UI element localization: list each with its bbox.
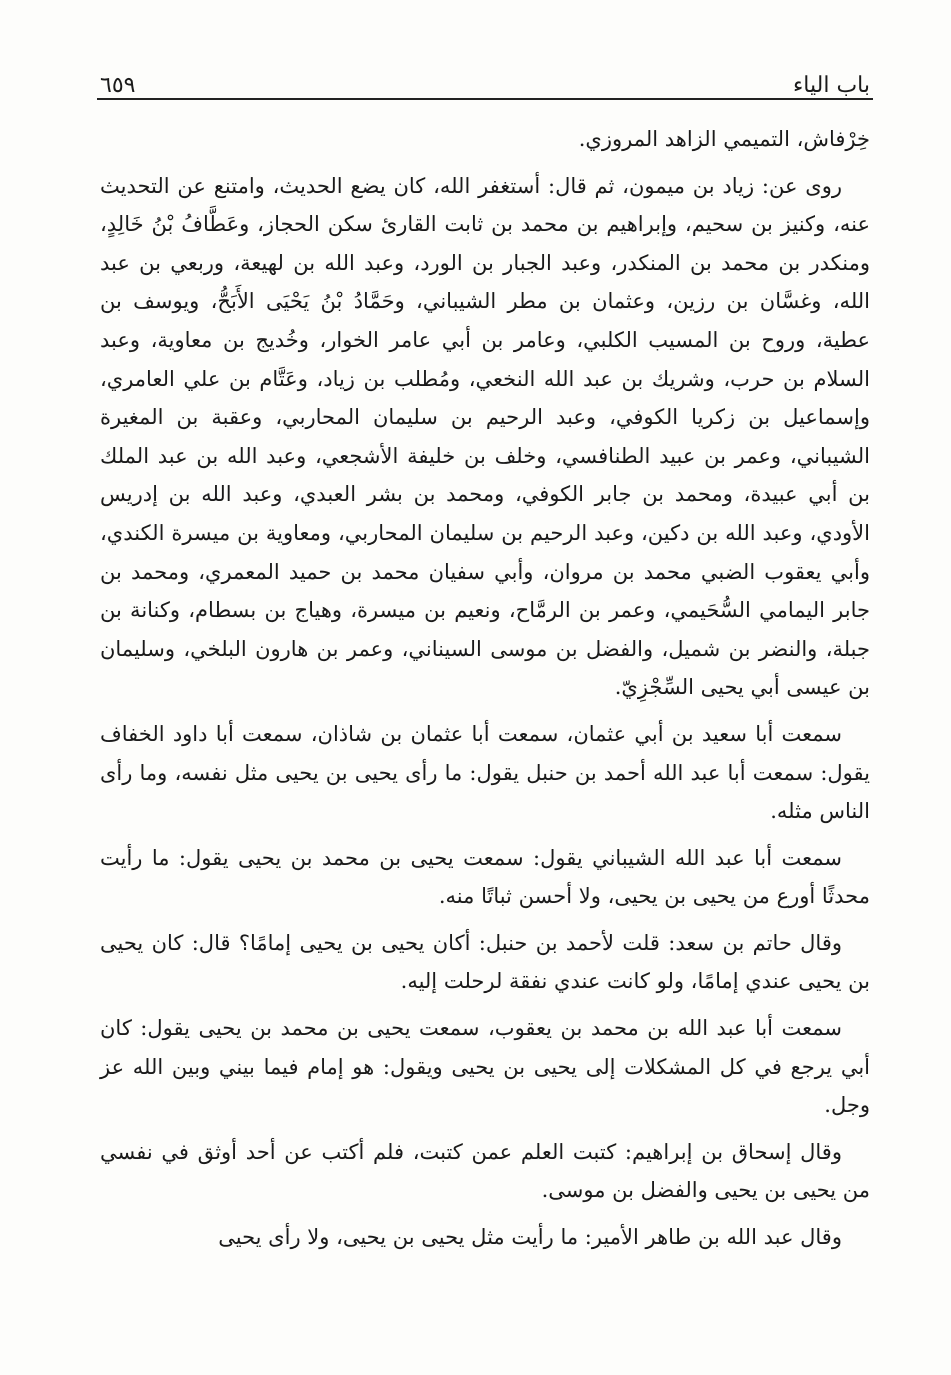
paragraph: وقال إسحاق بن إبراهيم: كتبت العلم عمن كتبت، فلم أكتب عن أحد أوثق في نفسي من يحيى بن يحيى والفضل بن موسى.	[100, 1139, 870, 1203]
paragraph: خِرْفاش، التميمي الزاهد المروزي.	[578, 127, 870, 151]
chapter-title: باب الياء	[792, 73, 870, 98]
paragraph: سمعت أبا سعيد بن أبي عثمان، سمعت أبا عثمان بن شاذان، سمعت أبا داود الخفاف يقول: سمعت أبا عبد الله أحمد بن حنبل يقول: ما رأى يحيى بن يحيى مثل نفسه، وما رأى الناس مثله.	[100, 721, 870, 824]
page-body	[100, 120, 870, 1265]
page-header	[100, 58, 870, 98]
paragraph: روى عن: زياد بن ميمون، ثم قال: أستغفر الله، كان يضع الحديث، وامتنع عن التحديث عنه، وكنيز بن سحيم، وإبراهيم بن محمد بن ثابت القارئ سكن الحجاز، وعَطَّافُ بْنُ خَالِدٍ، ومنكدر بن محمد بن المنكدر، وعبد الجبار بن الورد، وعبد الله بن لهيعة، وربعي بن عبد الله، وغسَّان بن رزين، وعثمان بن مطر الشيباني، وحَمَّادُ بْنُ يَحْيَى الأَبَحُّ، ويوسف بن عطية، وروح بن المسيب الكلبي، وعامر بن أبي عامر الخوار، وخُديج بن معاوية، وعبد السلام بن حرب، وشريك بن عبد الله النخعي، ومُطلب بن زياد، وعَتَّام بن علي العامري، وإسماعيل بن زكريا الكوفي، وعبد الرحيم بن سليمان المحاربي، وعقبة بن المغيرة الشيباني، وعمر بن عبيد الطنافسي، وخلف بن خليفة الأشجعي، وعبد الله بن عبد الملك بن أبي عبيدة، ومحمد بن جابر الكوفي، ومحمد بن بشر العبدي، وعبد الله بن إدريس الأودي، وعبد الله بن دكين، وعبد الرحيم بن سليمان المحاربي، ومعاوية بن ميسرة الكندي، وأبي يعقوب الضبي محمد بن مروان، وأبي سفيان محمد بن حميد المعمري، ومحمد بن جابر اليمامي السُّحَيمي، وعمر بن الرمَّاح، ونعيم بن ميسرة، وهياج بن بسطام، وكنانة بن جبلة، والنضر بن شميل، والفضل بن موسى السيناني، وعمر بن هارون البلخي، وسليمان بن عيسى أبي يحيى السِّجْزِيّ.	[100, 173, 870, 700]
page-number: ٦٥٩	[100, 73, 136, 98]
header-divider	[97, 98, 873, 100]
paragraph: سمعت أبا عبد الله بن محمد بن يعقوب، سمعت يحيى بن محمد بن يحيى يقول: كان أبي يرجع في كل المشكلات إلى يحيى بن يحيى ويقول: هو إمام فيما بيني وبين الله عز وجل.	[100, 1016, 870, 1118]
paragraph: سمعت أبا عبد الله الشيباني يقول: سمعت يحيى بن محمد بن يحيى يقول: ما رأيت محدثًا أورع من يحيى بن يحيى، ولا أحسن ثباتًا منه.	[100, 845, 870, 909]
paragraph: وقال عبد الله بن طاهر الأمير: ما رأيت مثل يحيى بن يحيى، ولا رأى يحيى	[218, 1225, 842, 1250]
paragraph: وقال حاتم بن سعد: قلت لأحمد بن حنبل: أكان يحيى بن يحيى إمامًا؟ قال: كان يحيى بن يحيى عندي إمامًا، ولو كانت عندي نفقة لرحلت إليه.	[100, 930, 870, 994]
